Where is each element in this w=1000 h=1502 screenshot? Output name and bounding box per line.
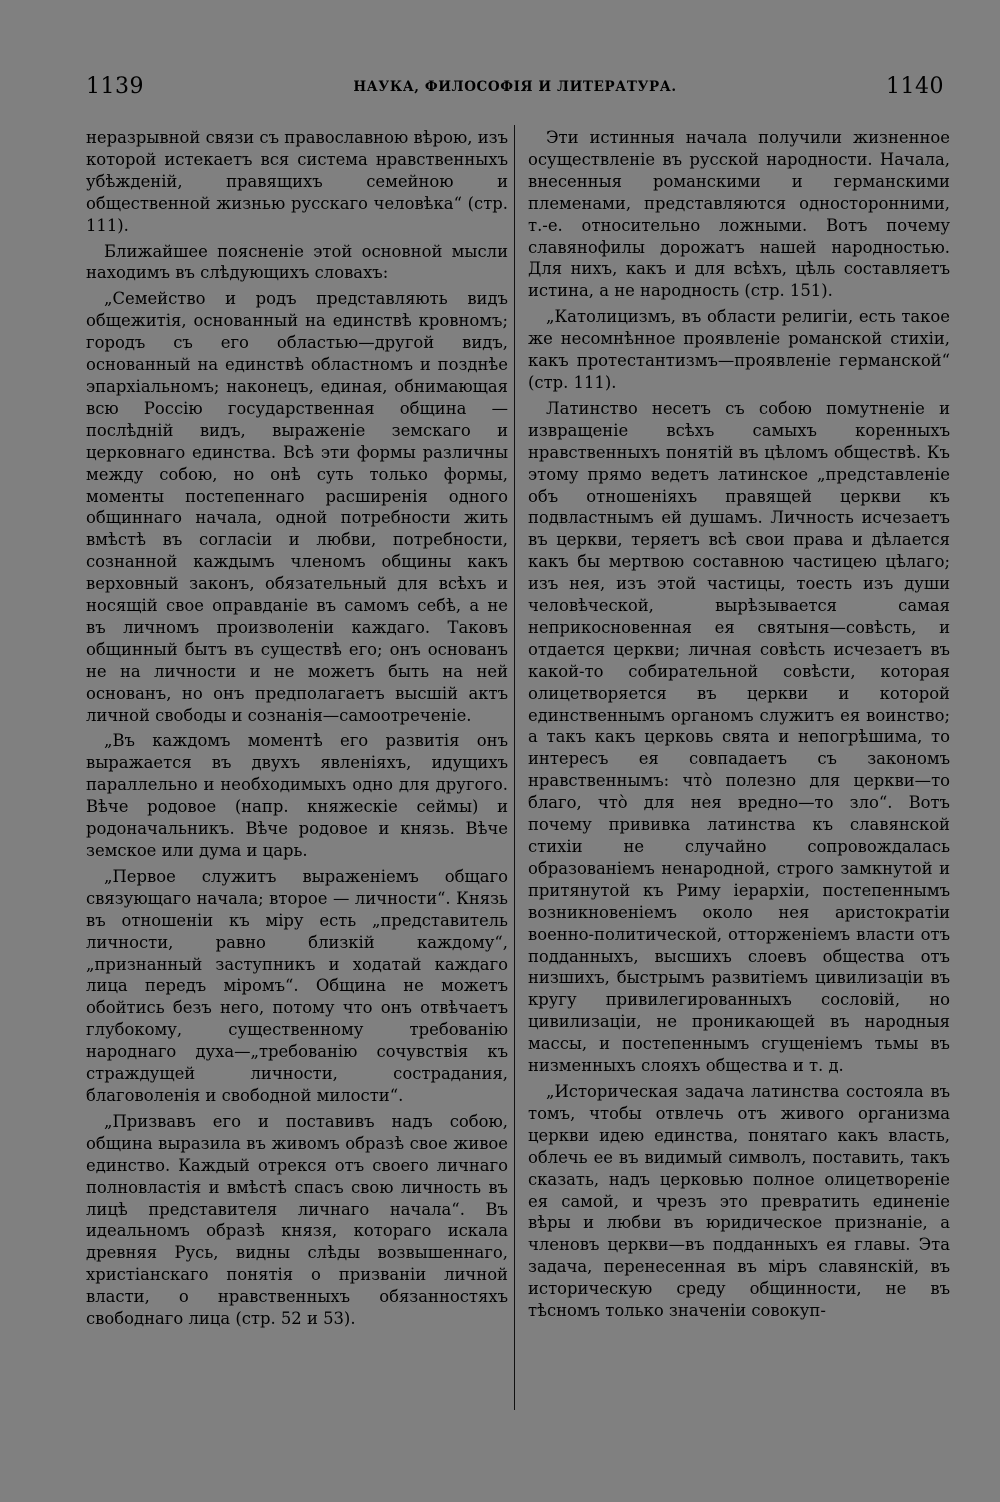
right-page-number: 1140 (886, 74, 944, 99)
paragraph: „Историческая задача латинства состояла въ томъ, чтобы отвлечь отъ живого организма церкви идею единства, понятаго какъ власть, облечь ее въ видимый символъ, поставить, такъ сказать, надъ церковью полное олицетвореніе ея самой, и чрезъ это превратить единеніе вѣры и любви въ юридическое признаніе, а членовъ церкви—въ подданныхъ ея главы. Эта задача, перенесенная въ міръ славянскій, въ историческую среду общинности, не въ тѣсномъ только значеніи совокуп- (528, 1081, 950, 1321)
paragraph: „Католицизмъ, въ области религіи, есть такое же несомнѣнное проявленіе романской стихіи, какъ протестантизмъ—проявленіе германской“ (стр. 111). (528, 307, 950, 392)
paragraph: „Первое служитъ выраженіемъ общаго связующаго начала; второе — личности“. Князь въ отношеніи къ міру есть „представитель личности, равно близкій каждому“, „признанный заступникъ и ходатай каждаго лица передъ міромъ“. Община не можетъ обойтись безъ него, потому что онъ отвѣчаетъ глубокому, существенному требованію народнаго духа—„требованію сочувствія къ страждущей личности, сострадания, благоволенія и свободной милости“. (86, 866, 508, 1105)
paragraph: „Призвавъ его и поставивъ надъ собою, община выразила въ живомъ образѣ свое живое единство. Каждый отрекся отъ своего личнаго полновластія и вмѣстѣ спасъ свою личность въ лицѣ представителя личнаго начала“. Въ идеальномъ образѣ князя, котораго искала древняя Русь, видны слѣды возвышеннаго, христіанскаго понятія о призваніи личной власти, о нравственныхъ обязанностяхъ свободнаго лица (стр. 52 и 53). (86, 1111, 508, 1329)
page-header (86, 74, 944, 108)
paragraph: Латинство несетъ съ собою помутненіе и извращеніе всѣхъ самыхъ коренныхъ нравственныхъ понятій въ цѣломъ обществѣ. Къ этому прямо ведетъ латинское „представленіе объ отношеніяхъ правящей церкви къ подвластнымъ ей душамъ. Личность исчезаетъ въ церкви, теряетъ всѣ свои права и дѣлается какъ бы мертвою составною частицею цѣлаго; изъ нея, изъ этой частицы, тоесть изъ души человѣческой, вырѣзывается самая неприкосновенная ея святыня—совѣсть, и отдается церкви; личная совѣсть исчезаетъ въ какой-то собирательной совѣсти, которая олицетворяется въ церкви и которой единственнымъ органомъ служитъ ея воинство; а такъ какъ церковь свята и непогрѣшима, то интересъ ея совпадаетъ съ закономъ нравственнымъ: что̀ полезно для церкви—то благо, что̀ для нея вредно—то зло“. Вотъ почему прививка латинства къ славянской стихіи не случайно сопровождалась образованіемъ ненародной, строго замкнутой и притянутой къ Риму іерархіи, постепеннымъ возникновеніемъ около нея аристократіи военно-политической, отторженіемъ власти отъ подданныхъ, высшихъ слоевъ общества отъ низшихъ, быстрымъ развитіемъ цивилизаціи въ кругу привилегированныхъ сословій, но цивилизаціи, не проникающей въ народныя массы, и постепеннымъ сгущеніемъ тьмы въ низменныхъ слояхъ общества и т. д. (528, 398, 950, 1076)
paragraph: неразрывной связи съ православною вѣрою, изъ которой истекаетъ вся система нравственныхъ убѣжденій, правящихъ семейною и общественной жизнью русскаго человѣка“ (стр. 111). (86, 128, 508, 235)
left-column (86, 127, 508, 1427)
paragraph: „Семейство и родъ представляють видъ общежитія, основанный на единствѣ кровномъ; городъ съ его областью—другой видъ, основанный на единствѣ областномъ и позднѣе эпархіальномъ; наконецъ, единая, обнимающая всю Россію государственная община —послѣдній видъ, выраженіе земскаго и церковнаго единства. Всѣ эти формы различны между собою, но онѣ суть только формы, моменты постепеннаго расширенія одного общиннаго начала, одной потребности жить вмѣстѣ въ согласіи и любви, потребности, сознанной каждымъ членомъ общины какъ верховный законъ, обязательный для всѣхъ и носящій свое оправданіе въ самомъ себѣ, а не въ личномъ произволеніи каждаго. Таковъ общинный бытъ въ существѣ его; онъ основанъ не на личности и не можетъ быть на ней основанъ, но онъ предполагаетъ высшій актъ личной свободы и сознанія—самоотреченіе. (86, 289, 508, 725)
column-divider (514, 125, 515, 1410)
paragraph: Ближайшее поясненіе этой основной мысли находимъ въ слѣдующихъ словахъ: (86, 241, 508, 283)
right-column (528, 127, 950, 1427)
left-page-number: 1139 (86, 74, 144, 99)
running-title: НАУКА, ФИЛОСОФІЯ И ЛИТЕРАТУРА. (353, 79, 677, 95)
paragraph: „Въ каждомъ моментѣ его развитія онъ выражается въ двухъ явленіяхъ, идущихъ параллельно и необходимыхъ одно для другого. Вѣче родовое (напр. княжескіе сеймы) и родоначальникъ. Вѣче родовое и князь. Вѣче земское или дума и царь. (86, 731, 508, 860)
paragraph: Эти истинныя начала получили жизненное осуществленіе въ русской народности. Начала, внесенныя романскими и германскими племенами, представляются односторонними, т.-е. относительно ложными. Вотъ почему славянофилы дорожатъ нашей народностью. Для нихъ, какъ и для всѣхъ, цѣль составляетъ истина, а не народность (стр. 151). (528, 128, 950, 301)
